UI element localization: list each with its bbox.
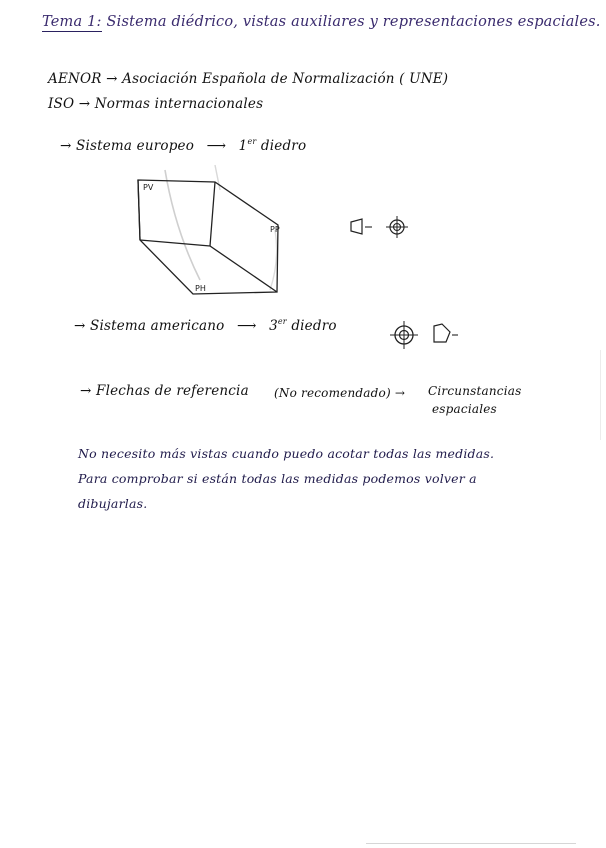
paragraph-line-1: No necesito más vistas cuando puedo acotar todas las medidas.: [78, 446, 495, 461]
first-angle-symbol-icon: [346, 212, 416, 242]
sistema-europeo-sup: er: [247, 137, 257, 146]
sistema-europeo-result: 1: [238, 138, 248, 154]
paragraph-line-2: Para comprobar si están todas las medidas podemos volver a: [78, 471, 477, 486]
espaciales-label: espaciales: [432, 402, 497, 416]
third-angle-symbol-icon: [384, 318, 474, 352]
title-tema: Tema 1:: [42, 14, 102, 30]
circunstancias-label: Circunstancias: [428, 384, 522, 398]
arrow-icon: ⟶: [237, 318, 257, 334]
sistema-europeo-label: → Sistema europeo: [60, 138, 195, 154]
sistema-americano-result: 3: [269, 318, 278, 334]
title-text: Sistema diédrico, vistas auxiliares y representaciones espaciales.: [106, 14, 601, 30]
flechas-note: (No recomendado) →: [274, 386, 406, 400]
aenor-line: AENOR → Asociación Española de Normalización ( UNE): [48, 71, 449, 87]
pv-label: PV: [143, 183, 154, 192]
sistema-americano-sup: er: [277, 317, 287, 326]
sistema-americano: [74, 317, 337, 334]
sistema-americano-rest: diedro: [286, 318, 337, 334]
pp-label: PP: [270, 225, 280, 234]
iso-line: ISO → Normas internacionales: [48, 96, 264, 112]
paragraph-line-3: dibujarlas.: [78, 496, 148, 511]
sistema-europeo-rest: diedro: [256, 138, 307, 154]
flechas-label: → Flechas de referencia: [80, 383, 249, 399]
sistema-americano-label: → Sistema americano: [74, 318, 225, 334]
ph-label: PH: [195, 284, 206, 293]
arrow-icon: ⟶: [206, 138, 227, 154]
diedro-diagram: [120, 160, 320, 305]
page-edge-line: [366, 843, 576, 844]
sistema-europeo: [60, 137, 306, 154]
page-fold-line: [600, 350, 601, 440]
page-title: [42, 14, 601, 30]
